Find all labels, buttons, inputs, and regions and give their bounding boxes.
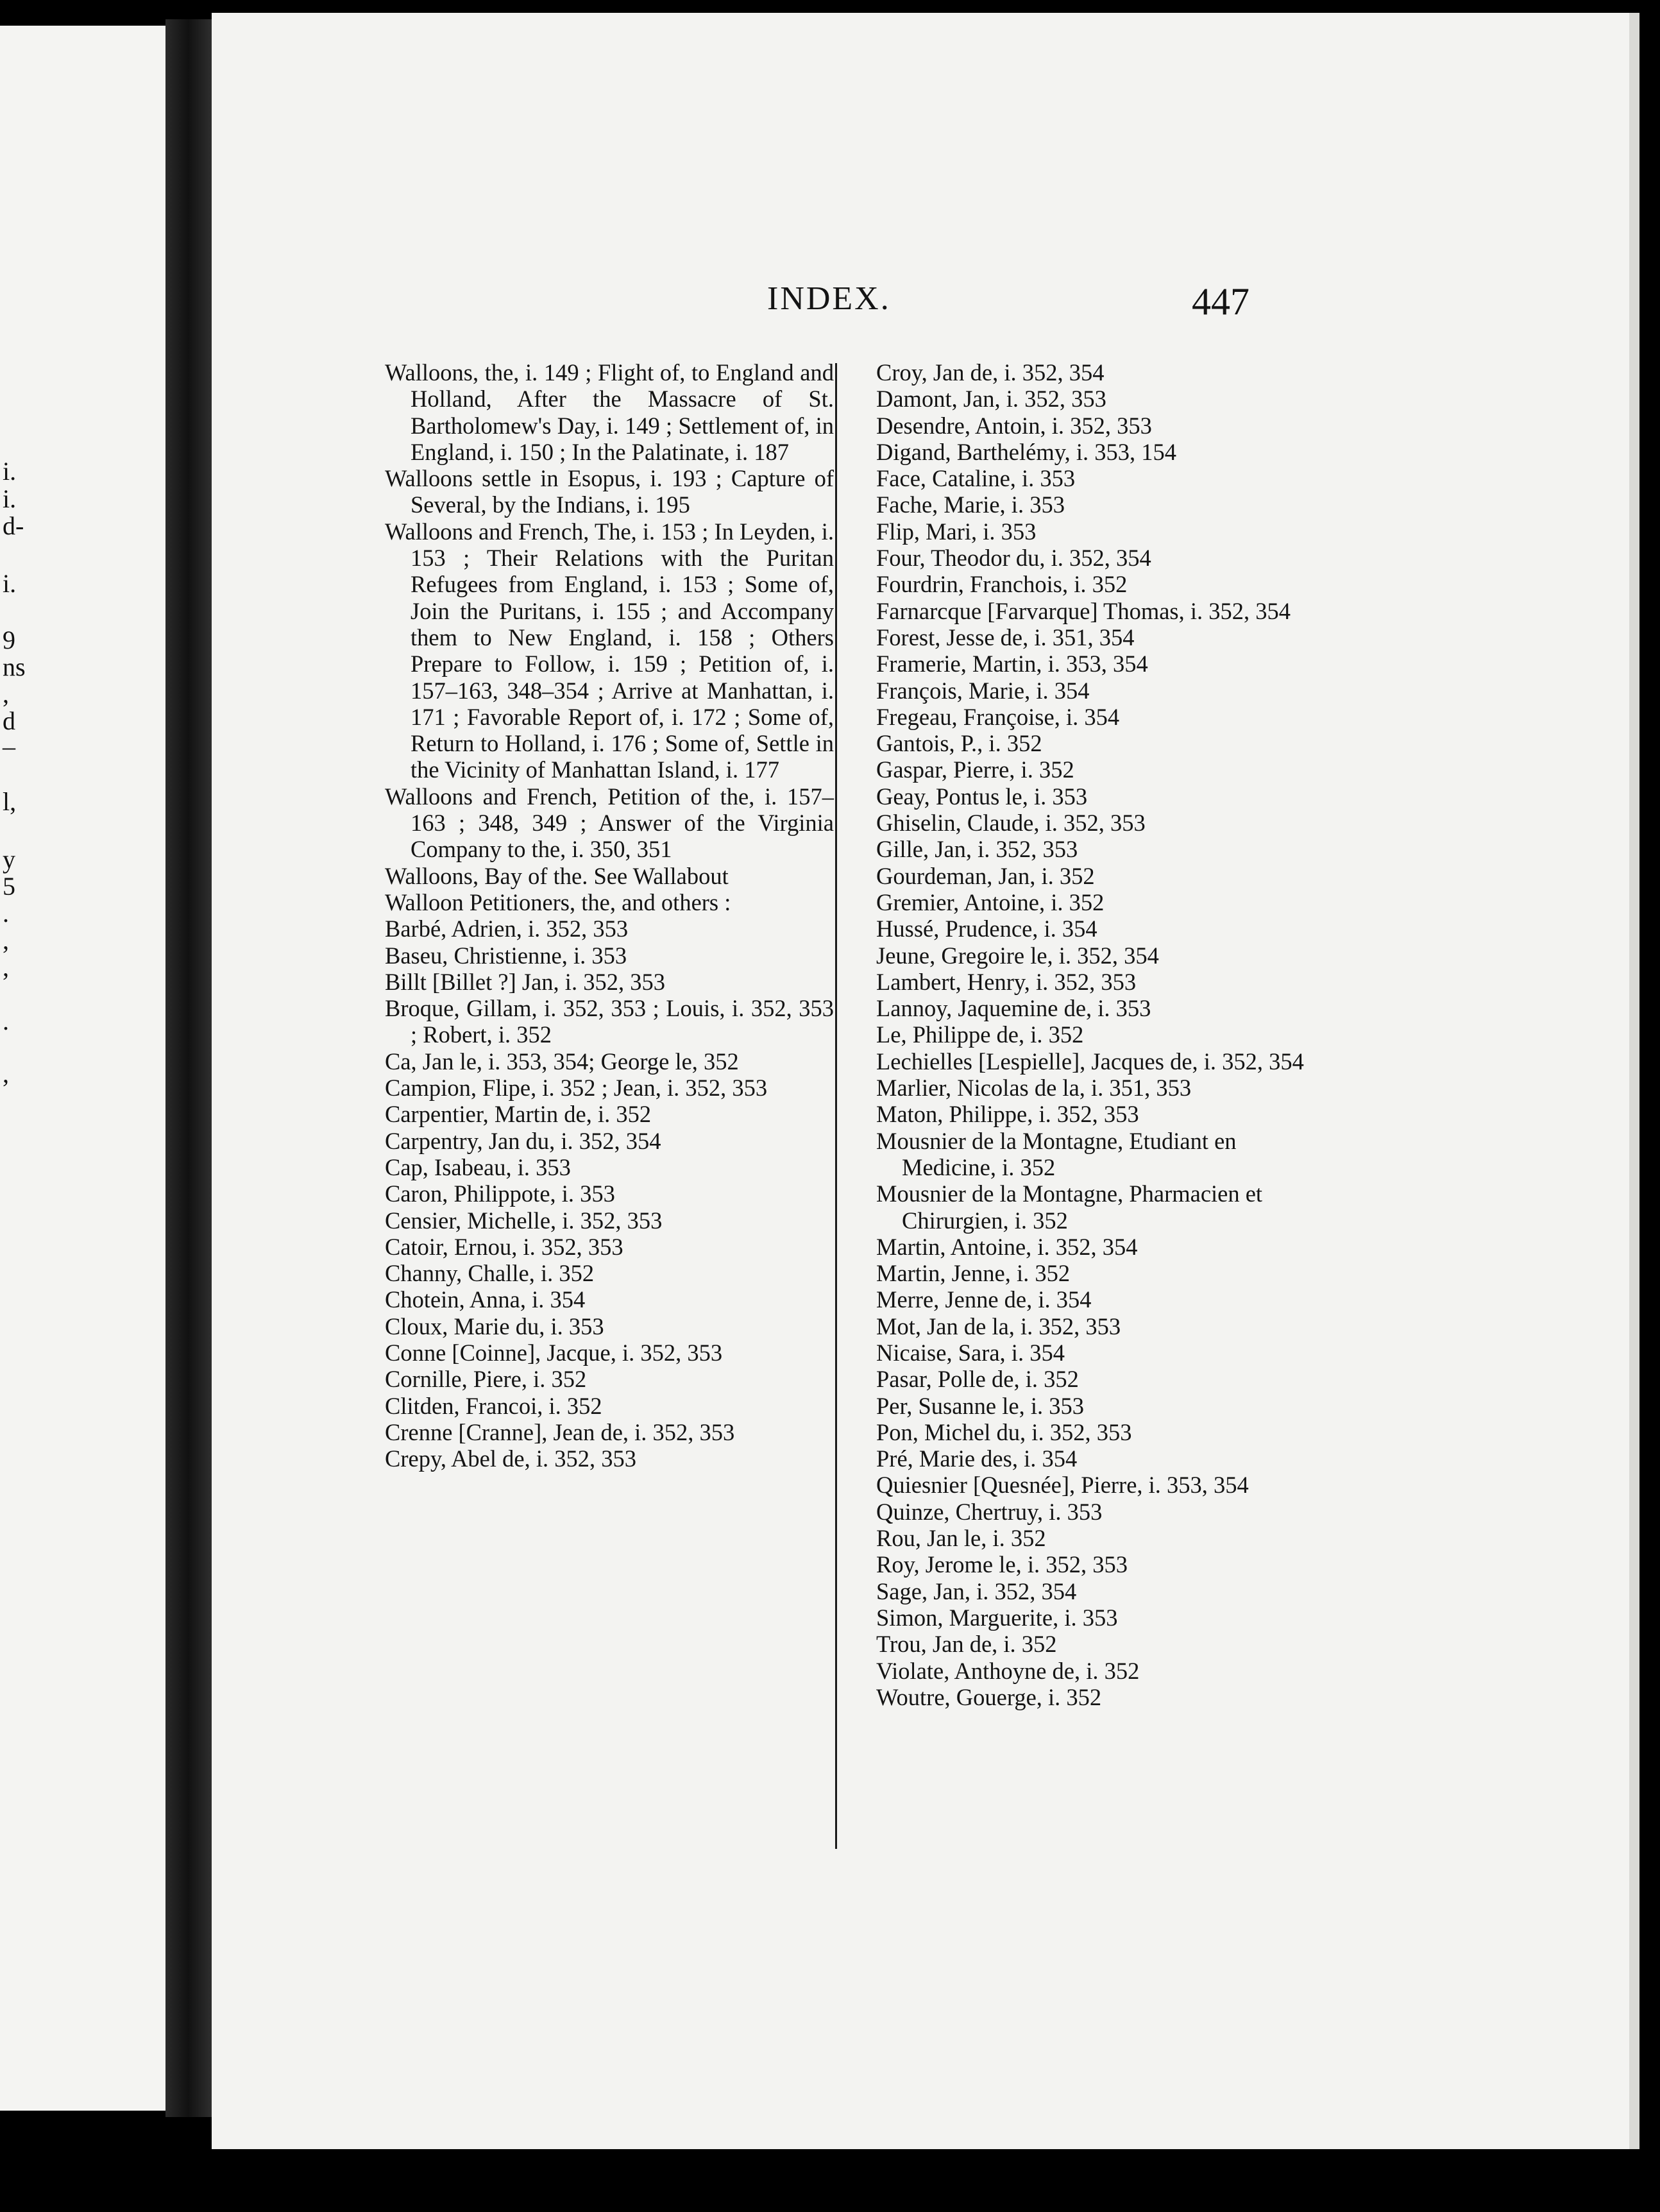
index-entry: Walloons, the, i. 149 ; Flight of, to England and Holland, After the Massacre of St. Bartholomew's Day, i. 149 ; Settlement of, in England, i. 150 ; In the Palatinate, i. 187 (385, 359, 834, 465)
index-subentry: Pon, Michel du, i. 352, 353 (876, 1418, 1132, 1445)
index-subentry: Face, Cataline, i. 353 (876, 465, 1076, 492)
facing-page-fragment: d (3, 706, 15, 735)
index-subentry: Digand, Barthelémy, i. 353, 154 (876, 438, 1176, 465)
index-subentry: Le, Philippe de, i. 352 (876, 1021, 1084, 1048)
facing-page-fragment: i. (3, 569, 17, 598)
page-heading: INDEX. (767, 280, 891, 317)
index-subentry: Broque, Gillam, i. 352, 353 ; Louis, i. 352, 353 ; Robert, i. 352 (385, 995, 834, 1048)
index-subentry: Jeune, Gregoire le, i. 352, 354 (876, 942, 1159, 969)
index-subentry: Farnarcque [Farvarque] Thomas, i. 352, 354 (876, 597, 1291, 624)
index-subentry: Simon, Marguerite, i. 353 (876, 1604, 1118, 1631)
facing-page-fragment: ns (3, 652, 26, 681)
index-subentry: Catoir, Ernou, i. 352, 353 (385, 1233, 623, 1260)
index-entry: Walloons, Bay of the. See Wallabout (385, 862, 729, 889)
index-subentry: Caron, Philippote, i. 353 (385, 1180, 615, 1207)
index-subentry: Gille, Jan, i. 352, 353 (876, 836, 1078, 863)
index-subentry: Chotein, Anna, i. 354 (385, 1286, 586, 1313)
index-entry: Walloon Petitioners, the, and others : (385, 889, 731, 915)
facing-page-fragment: , (3, 679, 9, 708)
facing-page-fragment: . (3, 899, 9, 928)
index-subentry: Martin, Jenne, i. 352 (876, 1260, 1071, 1287)
index-subentry: Marlier, Nicolas de la, i. 351, 353 (876, 1075, 1192, 1102)
index-subentry: Barbé, Adrien, i. 352, 353 (385, 915, 629, 942)
index-subentry: Forest, Jesse de, i. 351, 354 (876, 624, 1135, 651)
index-subentry: Maton, Philippe, i. 352, 353 (876, 1101, 1139, 1128)
index-subentry: Quiesnier [Quesnée], Pierre, i. 353, 354 (876, 1472, 1249, 1499)
index-subentry: Cornille, Piere, i. 352 (385, 1366, 587, 1393)
index-subentry: Lambert, Henry, i. 352, 353 (876, 968, 1137, 995)
index-subentry: Per, Susanne le, i. 353 (876, 1392, 1084, 1419)
index-subentry: Flip, Mari, i. 353 (876, 518, 1037, 545)
index-subentry: Crenne [Cranne], Jean de, i. 352, 353 (385, 1418, 735, 1445)
index-subentry: Campion, Flipe, i. 352 ; Jean, i. 352, 353 (385, 1075, 768, 1102)
index-subentry: Ca, Jan le, i. 353, 354; George le, 352 (385, 1048, 739, 1075)
book-gutter (165, 19, 216, 2117)
index-subentry: Gourdeman, Jan, i. 352 (876, 862, 1095, 889)
index-subentry: Gremier, Antoine, i. 352 (876, 889, 1105, 915)
index-subentry: Sage, Jan, i. 352, 354 (876, 1578, 1077, 1604)
index-subentry: Fourdrin, Franchois, i. 352 (876, 571, 1128, 598)
index-subentry: Martin, Antoine, i. 352, 354 (876, 1233, 1138, 1260)
index-subentry: Trou, Jan de, i. 352 (876, 1631, 1057, 1658)
facing-page-fragment: i. (3, 457, 17, 486)
index-subentry: Nicaise, Sara, i. 354 (876, 1339, 1065, 1366)
index-subentry: François, Marie, i. 354 (876, 677, 1090, 704)
index-entry: Walloons and French, The, i. 153 ; In Leyden, i. 153 ; Their Relations with the Puritan Refugees from England, i. 153 ; Some of, Join the Puritans, i. 155 ; and Accompany them to New England, i. 158 ; Others Prepare to Follow, i. 159 ; Petition of, i. 157–163, 348–354 ; Arrive at Manhattan, i. 171 ; Favorable Report of, i. 172 ; Some of, Return to Holland, i. 176 ; Some of, Settle in the Vicinity of Manhattan Island, i. 177 (385, 518, 834, 783)
index-subentry: Geay, Pontus le, i. 353 (876, 783, 1088, 810)
index-subentry: Quinze, Chertruy, i. 353 (876, 1498, 1103, 1525)
index-subentry: Carpentier, Martin de, i. 352 (385, 1101, 652, 1128)
facing-page-fragment: , (3, 926, 9, 955)
index-subentry: Pré, Marie des, i. 354 (876, 1445, 1078, 1472)
page-number: 447 (1192, 280, 1249, 323)
index-subentry: Gaspar, Pierre, i. 352 (876, 756, 1074, 783)
facing-page-fragment: – (3, 732, 15, 761)
index-subentry: Violate, Anthoyne de, i. 352 (876, 1657, 1140, 1684)
index-subentry: Cloux, Marie du, i. 353 (385, 1313, 604, 1340)
facing-page-fragment: 5 (3, 872, 15, 901)
index-subentry: Cap, Isabeau, i. 353 (385, 1153, 571, 1180)
index-subentry: Fache, Marie, i. 353 (876, 491, 1065, 518)
facing-page-fragment: i. (3, 484, 17, 513)
facing-page-edge (0, 26, 190, 2111)
index-entry: Walloons settle in Esopus, i. 193 ; Capture of Several, by the Indians, i. 195 (385, 465, 834, 518)
index-subentry: Billt [Billet ?] Jan, i. 352, 353 (385, 968, 665, 995)
index-subentry: Woutre, Gouerge, i. 352 (876, 1683, 1102, 1710)
facing-page-fragment: , (3, 953, 9, 982)
index-subentry: Mot, Jan de la, i. 352, 353 (876, 1313, 1121, 1340)
index-subentry: Conne [Coinne], Jacque, i. 352, 353 (385, 1339, 723, 1366)
index-subentry: Roy, Jerome le, i. 352, 353 (876, 1551, 1128, 1578)
column-divider (835, 363, 837, 1849)
index-subentry: Lechielles [Lespielle], Jacques de, i. 352, 354 (876, 1048, 1304, 1075)
index-subentry: Ghiselin, Claude, i. 352, 353 (876, 810, 1146, 837)
index-subentry: Gantois, P., i. 352 (876, 730, 1042, 757)
index-subentry: Rou, Jan le, i. 352 (876, 1525, 1046, 1552)
index-entry: Walloons and French, Petition of the, i. 157–163 ; 348, 349 ; Answer of the Virginia Company to the, i. 350, 351 (385, 783, 834, 863)
facing-page-fragment: , (3, 1059, 9, 1088)
index-subentry: Merre, Jenne de, i. 354 (876, 1286, 1092, 1313)
index-subentry: Censier, Michelle, i. 352, 353 (385, 1207, 663, 1234)
index-subentry: Mousnier de la Montagne, Pharmacien et Chirurgien, i. 352 (876, 1180, 1263, 1234)
index-subentry: Crepy, Abel de, i. 352, 353 (385, 1445, 636, 1472)
index-subentry: Fregeau, Françoise, i. 354 (876, 703, 1120, 730)
facing-page-fragment: d- (3, 511, 24, 540)
index-subentry: Clitden, Francoi, i. 352 (385, 1392, 602, 1419)
index-subentry: Framerie, Martin, i. 353, 354 (876, 651, 1148, 677)
index-subentry: Four, Theodor du, i. 352, 354 (876, 545, 1151, 572)
index-subentry: Pasar, Polle de, i. 352 (876, 1366, 1079, 1393)
index-subentry: Carpentry, Jan du, i. 352, 354 (385, 1127, 661, 1154)
index-subentry: Damont, Jan, i. 352, 353 (876, 386, 1106, 413)
facing-page-fragment: y (3, 845, 15, 874)
facing-page-fragment: 9 (3, 625, 15, 654)
facing-page-fragment: . (3, 1007, 9, 1035)
index-subentry: Mousnier de la Montagne, Etudiant en Medicine, i. 352 (876, 1127, 1237, 1180)
index-subentry: Channy, Challe, i. 352 (385, 1260, 595, 1287)
index-subentry: Croy, Jan de, i. 352, 354 (876, 359, 1105, 386)
facing-page-fragment: l, (3, 787, 17, 816)
index-subentry: Hussé, Prudence, i. 354 (876, 915, 1097, 942)
index-column-left (385, 359, 834, 1472)
index-column-right (876, 359, 1325, 1710)
index-subentry: Desendre, Antoin, i. 352, 353 (876, 412, 1152, 439)
index-subentry: Lannoy, Jaquemine de, i. 353 (876, 995, 1151, 1022)
index-subentry: Baseu, Christienne, i. 353 (385, 942, 627, 969)
